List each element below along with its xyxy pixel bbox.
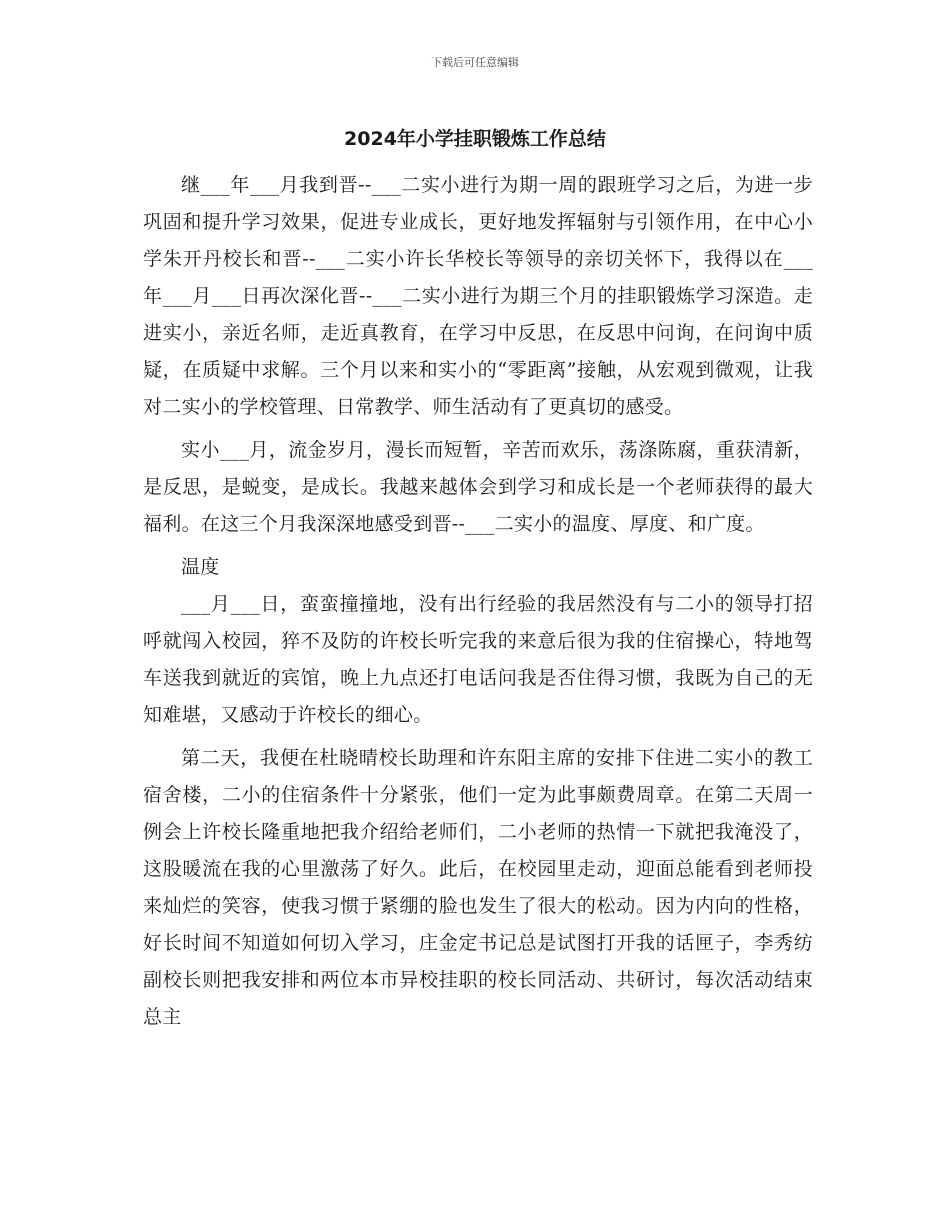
paragraph-summary: 实小___月，流金岁月，漫长而短暂，辛苦而欢乐，荡涤陈腐，重获清新，是反思，是蜕变，是成长。我越来越体会到学习和成长是一个老师获得的最大福利。在这三个月我深深地感受到晋--___二实小的温度、厚度、和广度。: [143, 439, 813, 535]
section-heading-warmth: 温度: [181, 556, 220, 578]
page-header: 下载后可任意编辑: [431, 56, 519, 69]
document-title: 2024年小学挂职锻炼工作总结: [344, 128, 606, 150]
paragraph-second-day: 第二天，我便在杜晓晴校长助理和许东阳主席的安排下住进二实小的教工宿舍楼，二小的住宿条件十分紧张，他们一定为此事颇费周章。在第二天周一例会上许校长隆重地把我介绍给老师们，二小老师的热情一下就把我淹没了，这股暖流在我的心里激荡了好久。此后，在校园里走动，迎面总能看到老师投来灿烂的笑容，使我习惯于紧绷的脸也发生了很大的松动。因为内向的性格，好长时间不知道如何切入学习，庄金定书记总是试图打开我的话匣子，李秀纺副校长则把我安排和两位本市异校挂职的校长同活动、共研讨，每次活动结束总主: [143, 747, 813, 1028]
paragraph-arrival: ___月___日，蛮蛮撞撞地，没有出行经验的我居然没有与二小的领导打招呼就闯入校园，猝不及防的许校长听完我的来意后很为我的住宿操心，特地驾车送我到就近的宾馆，晚上九点还打电话问我是否住得习惯，我既为自己的无知难堪，又感动于许校长的细心。: [143, 593, 813, 726]
document-body: [143, 167, 813, 1042]
paragraph-intro: 继___年___月我到晋--___二实小进行为期一周的跟班学习之后，为进一步巩固和提升学习效果，促进专业成长，更好地发挥辐射与引领作用，在中心小学朱开丹校长和晋--___二实小许长华校长等领导的亲切关怀下，我得以在___年___月___日再次深化晋--___二实小进行为期三个月的挂职锻炼学习深造。走进实小，亲近名师，走近真教育，在学习中反思，在反思中问询，在问询中质疑，在质疑中求解。三个月以来和实小的“零距离”接触，从宏观到微观，让我对二实小的学校管理、日常教学、师生活动有了更真切的感受。: [143, 174, 813, 418]
